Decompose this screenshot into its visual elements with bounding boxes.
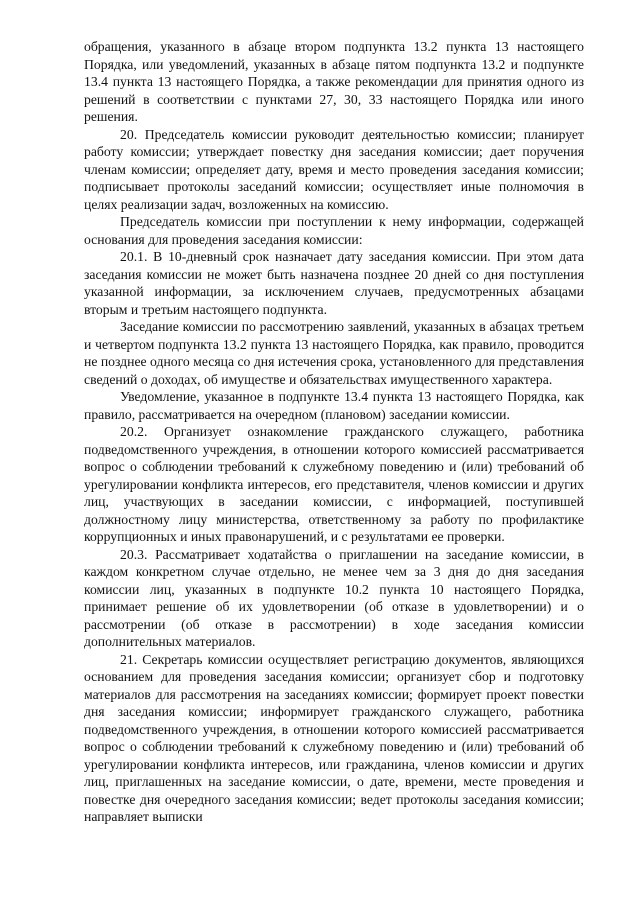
document-page	[84, 38, 584, 826]
paragraph-item-20: 20. Председатель комиссии руководит деятельностью комиссии; планирует работу комиссии; утверждает повестку дня заседания комиссии; дает поручения членам комиссии; определяет дату, время и место проведения заседания комиссии; подписывает протоколы заседаний комиссии; осуществляет иные полномочия в целях реализации задач, возложенных на комиссию.	[84, 126, 584, 212]
paragraph-item-20-2: 20.2. Организует ознакомление гражданского служащего, работника подведомственного учреждения, в отношении которого комиссией рассматривается вопрос о соблюдении требований к служебному поведению и (или) требований об урегулировании конфликта интересов, его представителя, членов комиссии и других лиц, участвующих в заседании комиссии, с информацией, поступившей должностному лицу министерства, ответственному за работу по профилактике коррупционных и иных правонарушений, и с результатами ее проверки.	[84, 424, 584, 544]
paragraph-continuation: обращения, указанного в абзаце втором подпункта 13.2 пункта 13 настоящего Порядка, или уведомлений, указанных в абзаце пятом подпункта 13.2 и подпункте 13.4 пункта 13 настоящего Порядка, а также рекомендации для принятия одного из решений в соответствии с пунктами 27, 30, 33 настоящего Порядка или иного решения.	[84, 39, 584, 124]
paragraph-item-20-1: 20.1. В 10-дневный срок назначает дату заседания комиссии. При этом дата заседания комиссии не может быть назначена позднее 20 дней со дня поступления указанной информации, за исключением случаев, предусмотренных абзацами вторым и третьим настоящего подпункта.	[84, 249, 584, 317]
paragraph-item-20-3: 20.3. Рассматривает ходатайства о приглашении на заседание комиссии, в каждом конкретном случае отдельно, не менее чем за 3 дня до дня заседания комиссии лиц, указанных в подпункте 10.2 пункта 10 настоящего Порядка, принимает решение об их удовлетворении (об отказе в удовлетворении) и о рассмотрении (об отказе в рассмотрении) в ходе заседания комиссии дополнительных материалов.	[84, 546, 584, 649]
paragraph-notification: Уведомление, указанное в подпункте 13.4 пункта 13 настоящего Порядка, как правило, рассматривается на очередном (плановом) заседании комиссии.	[84, 389, 584, 422]
paragraph-item-21: 21. Секретарь комиссии осуществляет регистрацию документов, являющихся основанием для проведения заседания комиссии; организует сбор и подготовку материалов для рассмотрения на заседаниях комиссии; формирует проект повестки дня заседания комиссии; информирует гражданского служащего, работника подведомственного учреждения, в отношении которого комиссией рассматривается вопрос о соблюдении требований к служебному поведению и (или) требований об урегулировании конфликта интересов, или гражданина, членов комиссии и других лиц, приглашенных на заседание комиссии, о дате, времени, месте проведения и повестке дня очередного заседания комиссии; ведет протоколы заседания комиссии; направляет выписки	[84, 651, 584, 824]
paragraph-meeting-statements: Заседание комиссии по рассмотрению заявлений, указанных в абзацах третьем и четвертом подпункта 13.2 пункта 13 настоящего Порядка, как правило, проводится не позднее одного месяца со дня истечения срока, установленного для представления сведений о доходах, об имуществе и обязательствах имущественного характера.	[84, 319, 584, 387]
paragraph-chairman-info: Председатель комиссии при поступлении к нему информации, содержащей основания для проведения заседания комиссии:	[84, 214, 584, 247]
